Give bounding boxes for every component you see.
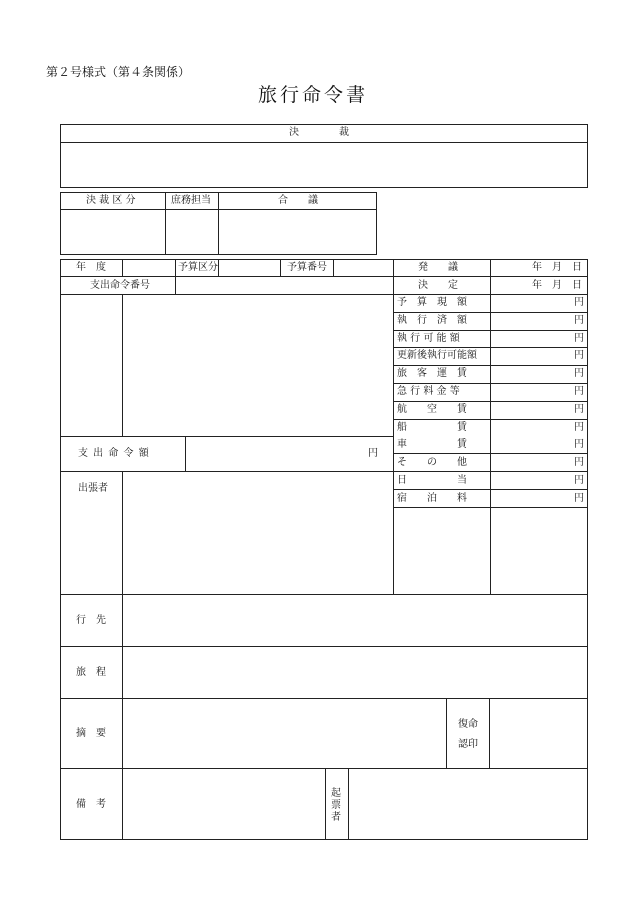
- kessai-header: 決 裁: [289, 127, 349, 138]
- budget-item-unit: 円: [574, 457, 584, 468]
- budget-item-unit: 円: [574, 350, 584, 361]
- hatsugi-label: 発 議: [418, 262, 458, 273]
- budget-item-label: 車 賃: [397, 439, 467, 450]
- budget-item-unit: 円: [574, 297, 584, 308]
- budget-item-label: 船 賃: [397, 422, 467, 433]
- budget-item-unit: 円: [574, 333, 584, 344]
- budget-item-unit: 円: [574, 493, 584, 504]
- summary-field[interactable]: [123, 699, 446, 768]
- budget-item-unit: 円: [574, 439, 584, 450]
- budget-item-label: そ の 他: [397, 457, 467, 468]
- kettei-label: 決 定: [418, 280, 458, 291]
- nendo-label: 年 度: [76, 262, 106, 273]
- budget-item-unit: 円: [574, 422, 584, 433]
- destination-field[interactable]: [123, 595, 587, 646]
- yosan-bango-field[interactable]: [334, 260, 393, 276]
- page-title: 旅行命令書: [258, 84, 369, 106]
- shomu-field[interactable]: [166, 210, 218, 254]
- yosan-kubun-label: 予算区分: [178, 262, 218, 273]
- return-report-label: 復命: [458, 719, 478, 730]
- aigi-label: 合 議: [278, 195, 318, 206]
- kettei-date[interactable]: 年 月 日: [532, 280, 582, 291]
- budget-item-label: 執 行 済 額: [397, 315, 467, 326]
- kessai-kubun-field[interactable]: [61, 210, 165, 254]
- nendo-field[interactable]: [123, 260, 175, 276]
- hatsugi-date[interactable]: 年 月 日: [532, 262, 582, 273]
- budget-item-label: 旅 客 運 賃: [397, 368, 467, 379]
- budget-item-unit: 円: [574, 475, 584, 486]
- summary-label: 摘 要: [76, 728, 106, 739]
- confirm-seal-label: 認印: [458, 739, 478, 750]
- order-amount-field[interactable]: [186, 437, 393, 471]
- itinerary-label: 旅 程: [76, 667, 106, 678]
- kessai-kubun-label: 決 裁 区 分: [86, 195, 136, 206]
- destination-label: 行 先: [76, 615, 106, 626]
- budget-item-unit: 円: [574, 368, 584, 379]
- budget-item-unit: 円: [574, 386, 584, 397]
- budget-total-field[interactable]: [491, 508, 587, 595]
- budget-item-label: 執 行 可 能 額: [397, 333, 460, 344]
- drafter-field[interactable]: [349, 769, 587, 839]
- remarks-field[interactable]: [123, 769, 325, 839]
- itinerary-field[interactable]: [123, 647, 587, 698]
- yosan-bango-label: 予算番号: [287, 262, 327, 273]
- shomu-label: 庶務担当: [171, 195, 211, 206]
- budget-item-label: 予 算 現 額: [397, 297, 467, 308]
- seal-field[interactable]: [490, 699, 587, 768]
- budget-item-unit: 円: [574, 315, 584, 326]
- budget-item-label: 日 当: [397, 475, 467, 486]
- budget-item-label: 更新後執行可能額: [397, 350, 477, 361]
- remarks-label: 備 考: [76, 799, 106, 810]
- order-detail-field[interactable]: [123, 295, 393, 436]
- drafter-label: 起票者: [331, 788, 341, 823]
- traveler-field[interactable]: [123, 472, 393, 594]
- budget-item-label: 急 行 料 金 等: [397, 386, 460, 397]
- traveler-label: 出張者: [78, 483, 108, 494]
- budget-item-unit: 円: [574, 404, 584, 415]
- shishutsu-bango-field[interactable]: [176, 278, 393, 294]
- order-amount-unit: 円: [368, 448, 378, 459]
- aigi-field[interactable]: [219, 210, 376, 254]
- shishutsu-bango-label: 支出命令番号: [90, 280, 150, 291]
- order-amount-label: 支 出 命 令 額: [78, 448, 150, 459]
- kessai-field[interactable]: [61, 143, 587, 187]
- budget-item-label: 航 空 賃: [397, 404, 467, 415]
- yosan-kubun-field[interactable]: [219, 260, 280, 276]
- form-number-note: 第２号様式（第４条関係）: [46, 65, 191, 79]
- budget-item-label: 宿 泊 料: [397, 493, 467, 504]
